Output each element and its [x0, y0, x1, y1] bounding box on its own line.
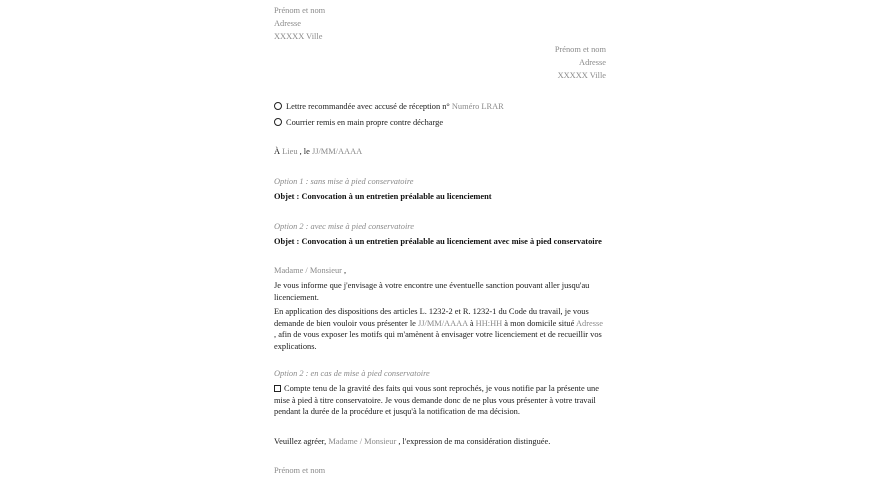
subject-option2: Objet : Convocation à un entretien préalable au licenciement avec mise à pied conservatoire [274, 237, 602, 246]
delivery-option-registered [274, 101, 504, 113]
p2-text-3: , afin de vous exposer les motifs qui m'amènent à envisager votre licenciement et de recueillir vos explications. [274, 330, 602, 351]
checkbox-icon[interactable] [274, 385, 281, 392]
delivery-option-registered-label: Lettre recommandée avec accusé de réception n° [286, 102, 450, 111]
recipient-address: Adresse [579, 58, 606, 67]
radio-icon[interactable] [274, 118, 282, 126]
closing-text-2: , l'expression de ma considération distinguée. [398, 437, 551, 446]
date-separator: , le [299, 147, 310, 156]
place-date-line [274, 146, 362, 158]
closing-line [274, 436, 550, 448]
closing-title-placeholder: Madame / Monsieur [328, 437, 397, 446]
option2-note: Option 2 : avec mise à pied conservatoire [274, 222, 414, 231]
recipient-city: XXXXX Ville [557, 71, 606, 80]
p3-text: Compte tenu de la gravité des faits qui vous sont reprochés, je vous notifie par la présente une mise à pied à titre conservatoire. Je vous demande donc de ne plus vous présenter à votre travail pendant la durée de la procédure et jusqu'à la notification de ma décision. [274, 384, 599, 417]
closing-text-1: Veuillez agréer, [274, 437, 327, 446]
subject-option1: Objet : Convocation à un entretien préalable au licenciement [274, 192, 492, 201]
radio-icon[interactable] [274, 102, 282, 110]
p2-text-1: En application des dispositions des articles L. 1232-2 et R. 1232-1 du Code du travail, je vous demande de bien vouloir vous présenter le [274, 307, 589, 328]
recipient-name: Prénom et nom [554, 45, 606, 54]
option1-note: Option 1 : sans mise à pied conservatoire [274, 177, 414, 186]
sender-name: Prénom et nom [274, 6, 326, 15]
sender-city: XXXXX Ville [274, 32, 323, 41]
body-paragraph-2 [274, 306, 606, 352]
p2-date-placeholder: JJ/MM/AAAA [417, 318, 468, 328]
body-paragraph-3 [274, 383, 606, 418]
date-placeholder: JJ/MM/AAAA [311, 147, 363, 156]
p2-text-2: à mon domicile situé [504, 318, 575, 328]
option3-note: Option 2 : en cas de mise à pied conservatoire [274, 369, 430, 378]
p2-time-placeholder: HH:HH [475, 318, 503, 328]
p2-address-placeholder: Adresse [575, 318, 603, 328]
salutation-title-placeholder: Madame / Monsieur [274, 266, 342, 275]
body-paragraph-1: Je vous informe que j'envisage à votre encontre une éventuelle sanction pouvant aller jusqu'au licenciement. [274, 281, 590, 302]
salutation [274, 265, 346, 277]
lrar-number-placeholder: Numéro LRAR [451, 102, 504, 111]
place-prefix: À [274, 147, 281, 156]
delivery-option-hand [274, 117, 443, 129]
delivery-option-hand-label: Courrier remis en main propre contre décharge [286, 118, 444, 127]
signature-name: Prénom et nom [274, 466, 326, 475]
place-placeholder: Lieu [282, 147, 298, 156]
sender-address: Adresse [274, 19, 301, 28]
p2-at: à [469, 318, 474, 328]
salutation-suffix: , [344, 266, 347, 275]
